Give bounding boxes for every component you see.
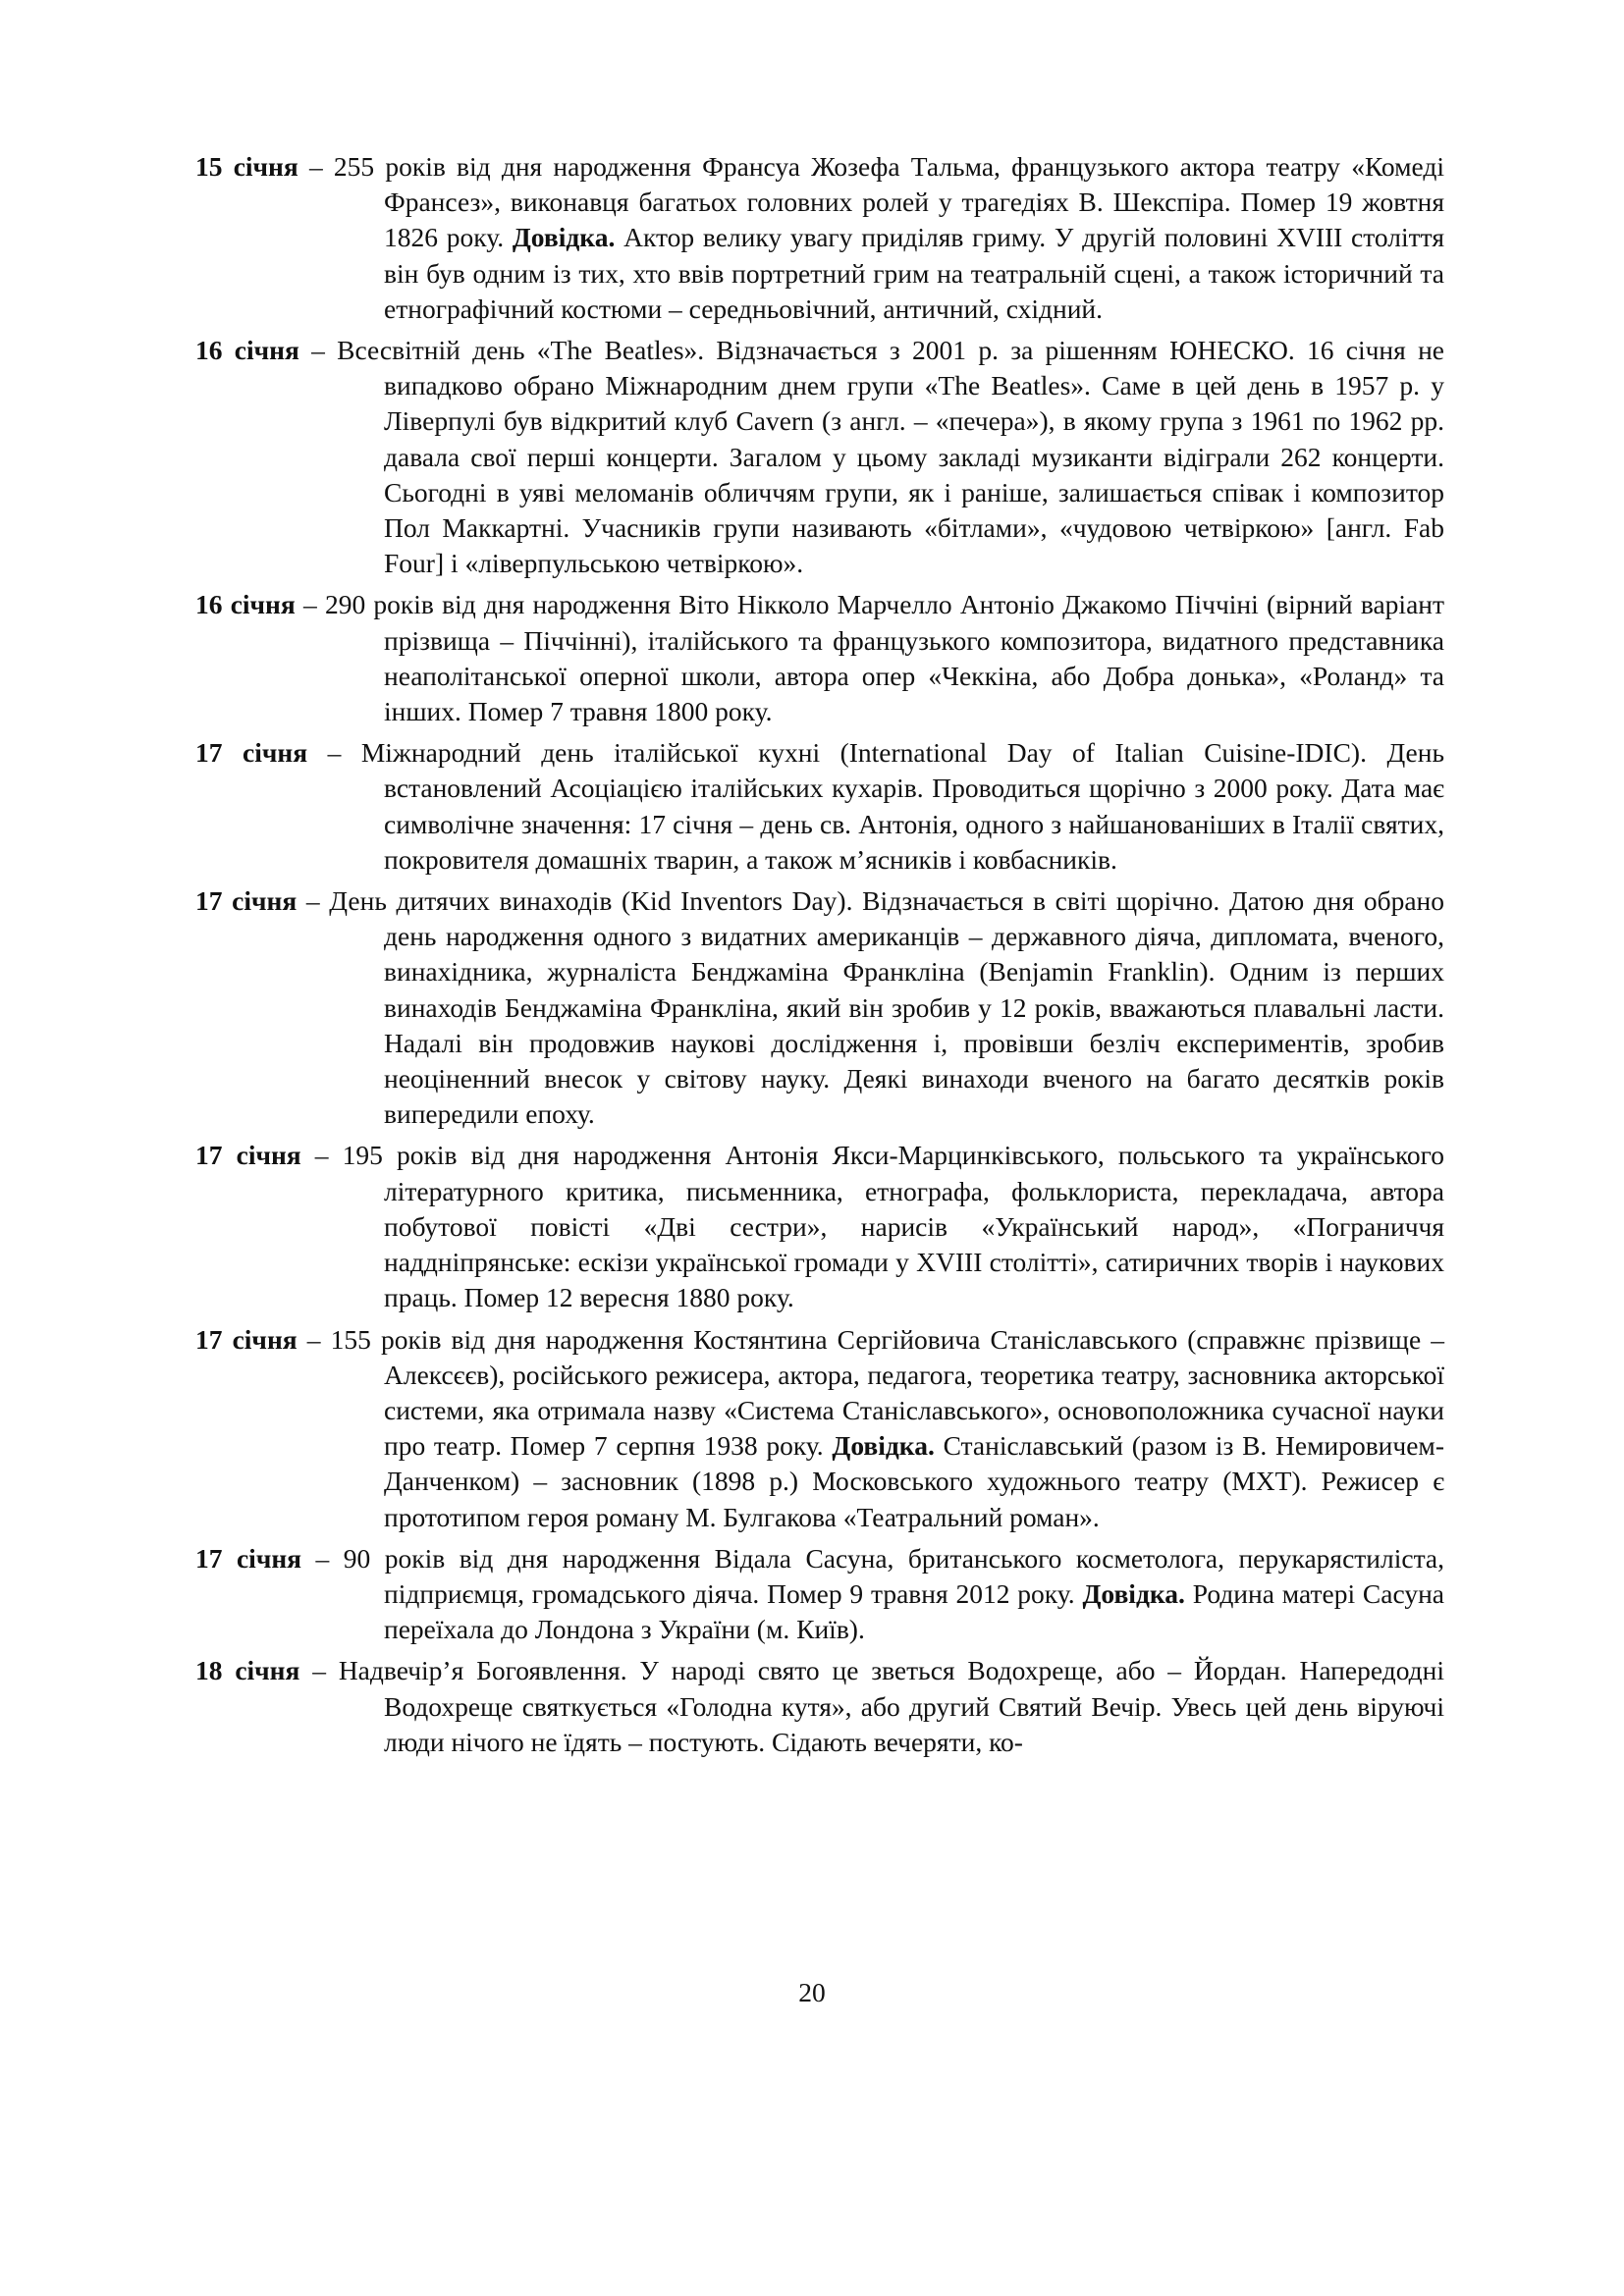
entry-text: День дитячих винаходів (Kid Inventors Day). Відзначається в світі щорічно. Датою дня обрано день народження одного з видатних американців – державного діяча, дипломата, вченого, винахідника, журналіста Бенджаміна Франкліна (Benjamin Franklin). Одним із перших винаходів Бенджаміна Франкліна, який він зробив у 12 років, вважаються плавальні ласти. Надалі він продовжив наукові дослідження і, провівши безліч експериментів, зробив неоціненний внесок у світову науку. Деякі винаходи вченого на багато десятків років випередили епоху. xyxy=(329,885,1444,1130)
entry-date: 17 січня xyxy=(195,1140,301,1171)
entry-reference-label: Довідка. xyxy=(512,222,616,253)
entry-text-continued: Актор велику увагу приділяв гриму. У другій половині XVIII століття він був одним із тих, хто ввів портретний грим на театральній сцені, а також історичний та етнографічний костюми – середньовічний, античний, східний. xyxy=(384,222,1444,324)
calendar-entry xyxy=(195,1541,1444,1648)
entry-dash: – xyxy=(299,1655,339,1686)
calendar-entry xyxy=(195,587,1444,729)
entry-text: Всесвітній день «The Beatles». Відзначається з 2001 р. за рішенням ЮНЕСКО. 16 січня не випадково обрано Міжнародним днем групи «The Beatles». Саме в цей день в 1957 р. у Ліверпулі був відкритий клуб Cavern (з англ. – «печера»), в якому група з 1961 по 1962 рр. давала свої перші концерти. Загалом у цьому закладі музиканти відіграли 262 концерти. Сьогодні в уяві меломанів обличчям групи, як і раніше, залишається співак і композитор Пол Маккартні. Учасників групи називають «бітлами», «чудовою четвіркою» [англ. Fab Four] і «ліверпульською четвіркою». xyxy=(337,335,1444,579)
entry-text: 195 років від дня народження Антонія Якси-Марцинківського, польського та українського літературного критика, письменника, етнографа, фольклориста, перекладача, автора побутової повісті «Дві сестри», нарисів «Український народ», «Пограниччя наддніпрянське: ескізи української громади у XVIII столітті», сатиричних творів і наукових праць. Помер 12 вересня 1880 року. xyxy=(342,1140,1444,1313)
page-number: 20 xyxy=(798,1977,826,2007)
entry-reference-label: Довідка. xyxy=(832,1430,935,1462)
calendar-entry xyxy=(195,735,1444,878)
entry-date: 17 січня xyxy=(195,737,308,769)
entry-date: 17 січня xyxy=(195,1323,298,1355)
calendar-entry xyxy=(195,883,1444,1132)
entry-date: 17 січня xyxy=(195,1542,302,1574)
entry-date: 18 січня xyxy=(195,1655,300,1686)
entry-text: Міжнародний день італійської кухні (International Day of Italian Cuisine-IDIC). День встановлений Асоціацією італійських кухарів. Проводиться щорічно з 2000 року. Дата має символічне значення: 17 січня – день св. Антонія, одного з найшанованіших в Італії святих, покровителя домашніх тварин, а також м’ясників і ковбасників. xyxy=(360,737,1445,875)
entry-text: 90 років від дня народження Відала Сасуна, британського косметолога, перукарястиліста, підприємця, громадського діяча. Помер 9 травня 2012 року. xyxy=(343,1542,1445,1609)
entry-text: 155 років від дня народження Костянтина Сергійовича Станіславського (справжнє прізвище – Алексєєв), російського режисера, актора, педагога, теоретика театру, засновника акторської системи, яка отримала назву «Система Станіславського», основоположника сучасної науки про театр. Помер 7 серпня 1938 року. xyxy=(330,1323,1445,1462)
calendar-entry xyxy=(195,1322,1444,1535)
entry-dash: – xyxy=(307,737,361,769)
calendar-entry xyxy=(195,1138,1444,1315)
entry-date: 16 січня xyxy=(195,589,296,620)
entry-text-continued: Станіславський (разом із В. Немировичем-Данченком) – засновник (1898 р.) Московського художнього театру (МХТ). Режисер є прототипом героя роману М. Булгакова «Театральний роман». xyxy=(384,1430,1444,1532)
calendar-entry xyxy=(195,1653,1444,1760)
entry-dash: – xyxy=(301,1542,344,1574)
document-page xyxy=(195,149,1444,1766)
entry-date: 15 січня xyxy=(195,151,298,182)
entry-dash: – xyxy=(295,589,325,620)
entry-text: 255 років від дня народження Франсуа Жозефа Тальма, французького актора театру «Комеді Франсез», виконавця багатьох головних ролей у трагедіях В. Шекспіра. Помер 19 жовтня 1826 року. xyxy=(333,151,1445,253)
entry-date: 16 січня xyxy=(195,335,299,366)
entry-dash: – xyxy=(298,335,338,366)
entry-dash: – xyxy=(297,885,330,917)
entry-text: Надвечір’я Богоявлення. У народі свято це зветься Водохреще, або – Йордан. Напередодні Водохреще святкується «Голодна кутя», або другий Святий Вечір. Увесь цей день віруючі люди нічого не їдять – постують. Сідають вечеряти, ко- xyxy=(338,1655,1444,1757)
entry-dash: – xyxy=(297,1323,331,1355)
entry-date: 17 січня xyxy=(195,885,298,917)
calendar-entry xyxy=(195,149,1444,327)
entry-dash: – xyxy=(300,1140,343,1171)
entry-text: 290 років від дня народження Віто Нікколо Марчелло Антоніо Джакомо Піччіні (вірний варіант прізвища – Піччінні), італійського та французького композитора, видатного представника неаполітанської оперної школи, автора опер «Чеккіна, або Добра донька», «Роланд» та інших. Помер 7 травня 1800 року. xyxy=(324,589,1445,727)
entry-text-continued: Родина матері Сасуна переїхала до Лондона з України (м. Київ). xyxy=(384,1577,1444,1645)
entry-reference-label: Довідка. xyxy=(1082,1577,1185,1609)
entry-dash: – xyxy=(298,151,334,182)
calendar-entry xyxy=(195,333,1444,581)
